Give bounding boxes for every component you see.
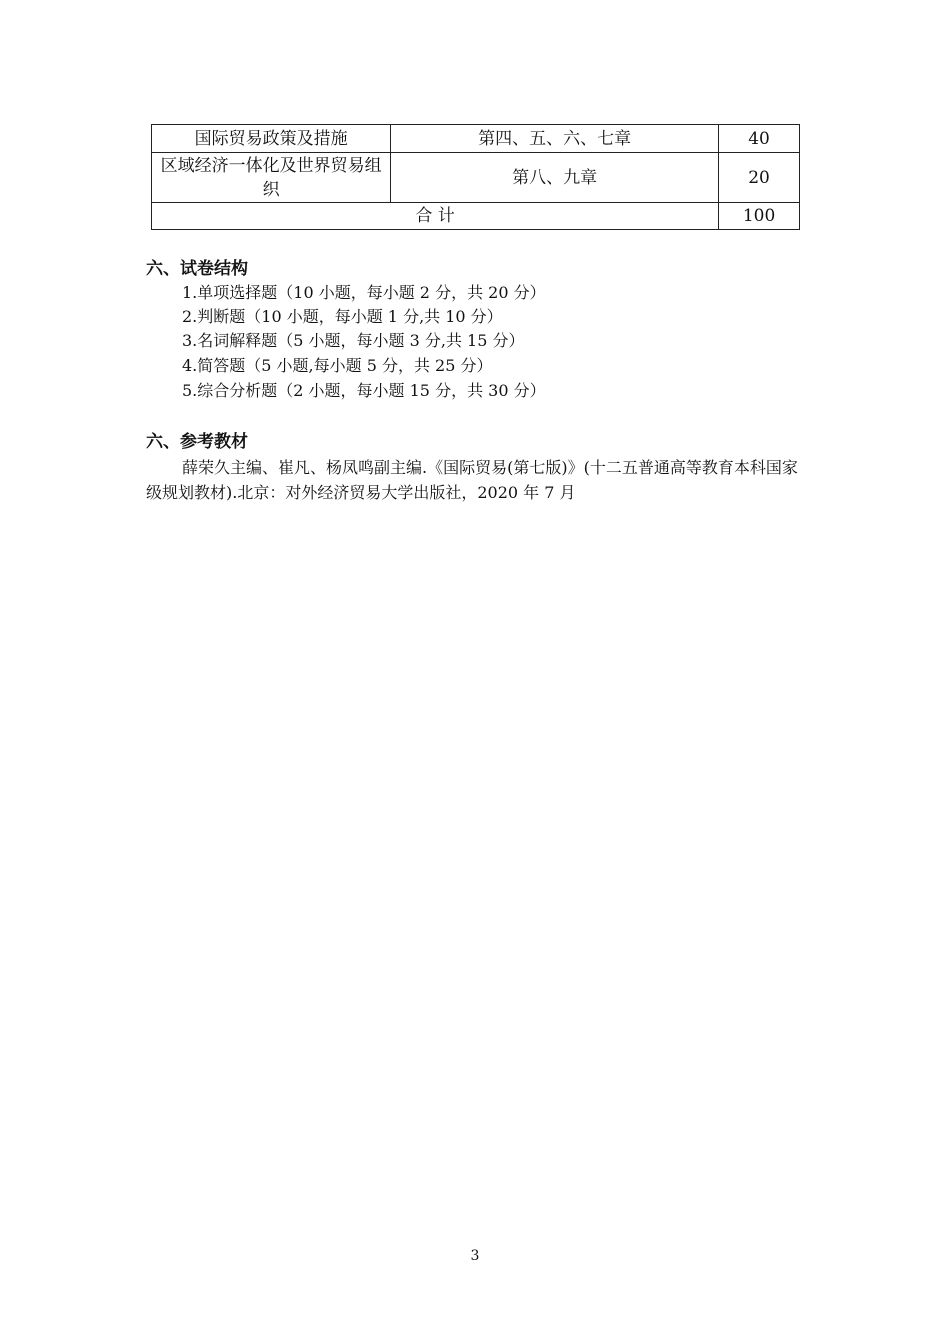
list-item: 3.名词解释题（5 小题，每小题 3 分,共 15 分） [182, 331, 525, 350]
chapters-cell: 第四、五、六、七章 [391, 125, 719, 153]
section-heading-exam-structure: 六、试卷结构 [146, 259, 248, 279]
total-label-cell: 合 计 [152, 203, 719, 230]
table-row [152, 125, 800, 153]
table-total-row [152, 203, 800, 230]
list-item: 2.判断题（10 小题，每小题 1 分,共 10 分） [182, 307, 503, 326]
total-score-cell: 100 [719, 203, 800, 230]
table-row [152, 153, 800, 203]
reference-text: 薛荣久主编、崔凡、杨凤鸣副主编.《国际贸易(第七版)》(十二五普通高等教育本科国家级规划教材).北京：对外经济贸易大学出版社，2020 年 7 月 [146, 458, 798, 502]
page-number: 3 [470, 1248, 480, 1264]
list-item: 4.简答题（5 小题,每小题 5 分，共 25 分） [182, 356, 493, 375]
score-distribution-table [151, 124, 800, 230]
list-item: 1.单项选择题（10 小题，每小题 2 分，共 20 分） [182, 283, 546, 302]
content-cell: 区域经济一体化及世界贸易组织 [152, 153, 391, 203]
section-heading-reference: 六、参考教材 [146, 432, 248, 452]
score-cell: 20 [719, 153, 800, 203]
list-item: 5.综合分析题（2 小题，每小题 15 分，共 30 分） [182, 381, 546, 400]
chapters-cell: 第八、九章 [391, 153, 719, 203]
score-cell: 40 [719, 125, 800, 153]
content-cell: 国际贸易政策及措施 [152, 125, 391, 153]
